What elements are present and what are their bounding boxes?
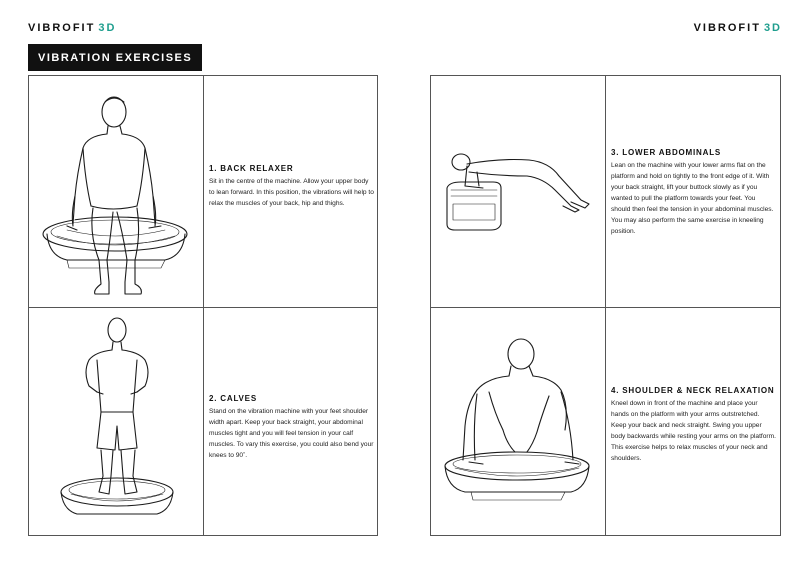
- calves-illustration: [49, 316, 189, 531]
- column-divider: [605, 76, 606, 535]
- exercise-description: Stand on the vibration machine with your feet shoulder width apart. Keep your back straight, your abdominal muscles tight and you will feel tension in your calf muscles. To vary this exercise, you could also bend your knees to 90˚.: [209, 408, 374, 459]
- exercise-2: [209, 394, 374, 461]
- brand-logo-right: [694, 22, 782, 34]
- brand-logo-left: [28, 22, 116, 34]
- row-divider: [29, 307, 377, 308]
- exercise-description: Lean on the machine with your lower arms flat on the platform and hold on tightly to the front edge of it. With your back straight, lift your buttock slowly as if you wanted to pull the platform towards your feet. You should then feel the tension in your abdominal muscles. You may also perform the same exercise in kneeling position.: [611, 162, 774, 235]
- right-page-panel: [430, 75, 781, 536]
- exercise-description: Kneel down in front of the machine and place your hands on the platform with your arms outstretched. Keep your back and neck straight. Swing you upper body backwards while resting your arms on the platform. This exercise helps to relax muscles of your neck and shoulders.: [611, 400, 776, 462]
- brand-accent: 3D: [763, 22, 782, 34]
- exercise-title: 2. CALVES: [209, 394, 257, 403]
- brand-accent: 3D: [98, 22, 117, 34]
- exercise-4: [611, 386, 776, 464]
- exercise-1: [209, 164, 374, 209]
- lower-abdominals-illustration: [439, 146, 599, 246]
- shoulder-neck-relaxation-illustration: [437, 334, 599, 519]
- back-relaxer-illustration: [37, 84, 197, 299]
- exercise-title: 3. LOWER ABDOMINALS: [611, 148, 722, 157]
- brand-name: VIBROFIT: [693, 22, 761, 34]
- brand-name: VIBROFIT: [28, 22, 96, 34]
- exercise-title: 1. BACK RELAXER: [209, 164, 294, 173]
- left-page-panel: [28, 75, 378, 536]
- exercise-title: 4. SHOULDER & NECK RELAXATION: [611, 386, 775, 395]
- exercise-3: [611, 148, 776, 237]
- section-title: VIBRATION EXERCISES: [28, 44, 202, 71]
- column-divider: [203, 76, 204, 535]
- exercise-description: Sit in the centre of the machine. Allow your upper body to lean forward. In this position, the vibrations will help to relax the muscles of your back, hip and thighs.: [209, 178, 374, 207]
- row-divider: [431, 307, 780, 308]
